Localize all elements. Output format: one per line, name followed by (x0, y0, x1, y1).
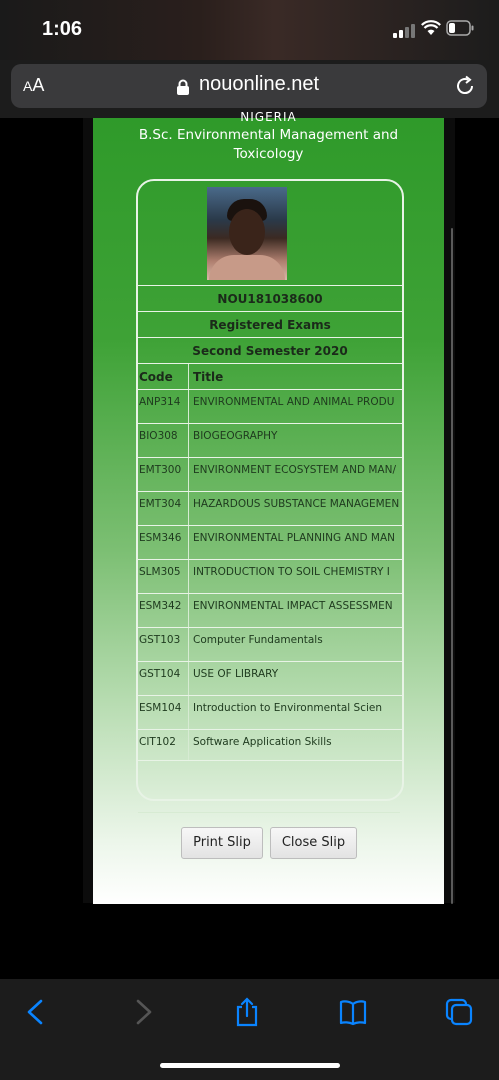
url-domain[interactable]: nouonline.net (199, 73, 320, 95)
course-code: ANP314 (139, 396, 181, 408)
course-title: Software Application Skills (193, 736, 332, 748)
program-title: B.Sc. Environmental Management and Toxicology (138, 127, 399, 162)
course-code: ESM342 (139, 600, 182, 612)
course-code: ESM104 (139, 702, 182, 714)
matric-number: NOU181038600 (217, 292, 323, 306)
course-code: EMT304 (139, 498, 182, 510)
course-title: BIOGEOGRAPHY (193, 430, 278, 442)
course-title: HAZARDOUS SUBSTANCE MANAGEMEN (193, 498, 400, 510)
print-slip-button[interactable]: Print Slip (181, 827, 263, 859)
course-title: ENVIRONMENTAL AND ANIMAL PRODU (193, 396, 395, 408)
share-icon[interactable] (232, 997, 262, 1027)
course-title: INTRODUCTION TO SOIL CHEMISTRY I (193, 566, 390, 578)
address-bar[interactable] (11, 64, 487, 108)
course-code: SLM305 (139, 566, 181, 578)
registered-exams-label: Registered Exams (209, 318, 331, 332)
institution-header-cut: NIGERIA (240, 110, 297, 124)
battery-icon (446, 20, 474, 36)
course-code: BIO308 (139, 430, 178, 442)
page-scrollbar[interactable] (451, 228, 453, 904)
lock-icon (176, 79, 190, 95)
clock: 1:06 (42, 18, 83, 40)
code-column-header: Code (139, 370, 173, 384)
reader-text-size-button[interactable]: AA (23, 75, 45, 95)
course-code: EMT300 (139, 464, 182, 476)
exam-slip (93, 110, 444, 904)
home-indicator[interactable] (160, 1063, 340, 1068)
reload-icon[interactable] (454, 75, 476, 97)
course-code: ESM346 (139, 532, 182, 544)
status-bar (0, 0, 499, 60)
course-title: ENVIRONMENTAL PLANNING AND MAN (193, 532, 395, 544)
course-code: CIT102 (139, 736, 176, 748)
course-title: USE OF LIBRARY (193, 668, 279, 680)
student-photo (207, 187, 287, 280)
course-title: ENVIRONMENTAL IMPACT ASSESSMEN (193, 600, 393, 612)
course-title: Computer Fundamentals (193, 634, 323, 646)
wifi-icon (421, 20, 441, 36)
slip-card (136, 179, 404, 801)
course-title: ENVIRONMENT ECOSYSTEM AND MAN/ (193, 464, 396, 476)
signal-icon (393, 22, 417, 38)
back-icon[interactable] (21, 997, 51, 1027)
course-code: GST103 (139, 634, 181, 646)
browser-toolbar (0, 979, 499, 1080)
semester-label: Second Semester 2020 (192, 344, 348, 358)
title-column-header: Title (193, 370, 224, 384)
divider (138, 812, 400, 813)
bookmarks-icon[interactable] (338, 997, 368, 1027)
course-title: Introduction to Environmental Scien (193, 702, 383, 714)
forward-icon[interactable] (128, 997, 158, 1027)
course-code: GST104 (139, 668, 181, 680)
tabs-icon[interactable] (444, 997, 474, 1027)
close-slip-button[interactable]: Close Slip (270, 827, 357, 859)
